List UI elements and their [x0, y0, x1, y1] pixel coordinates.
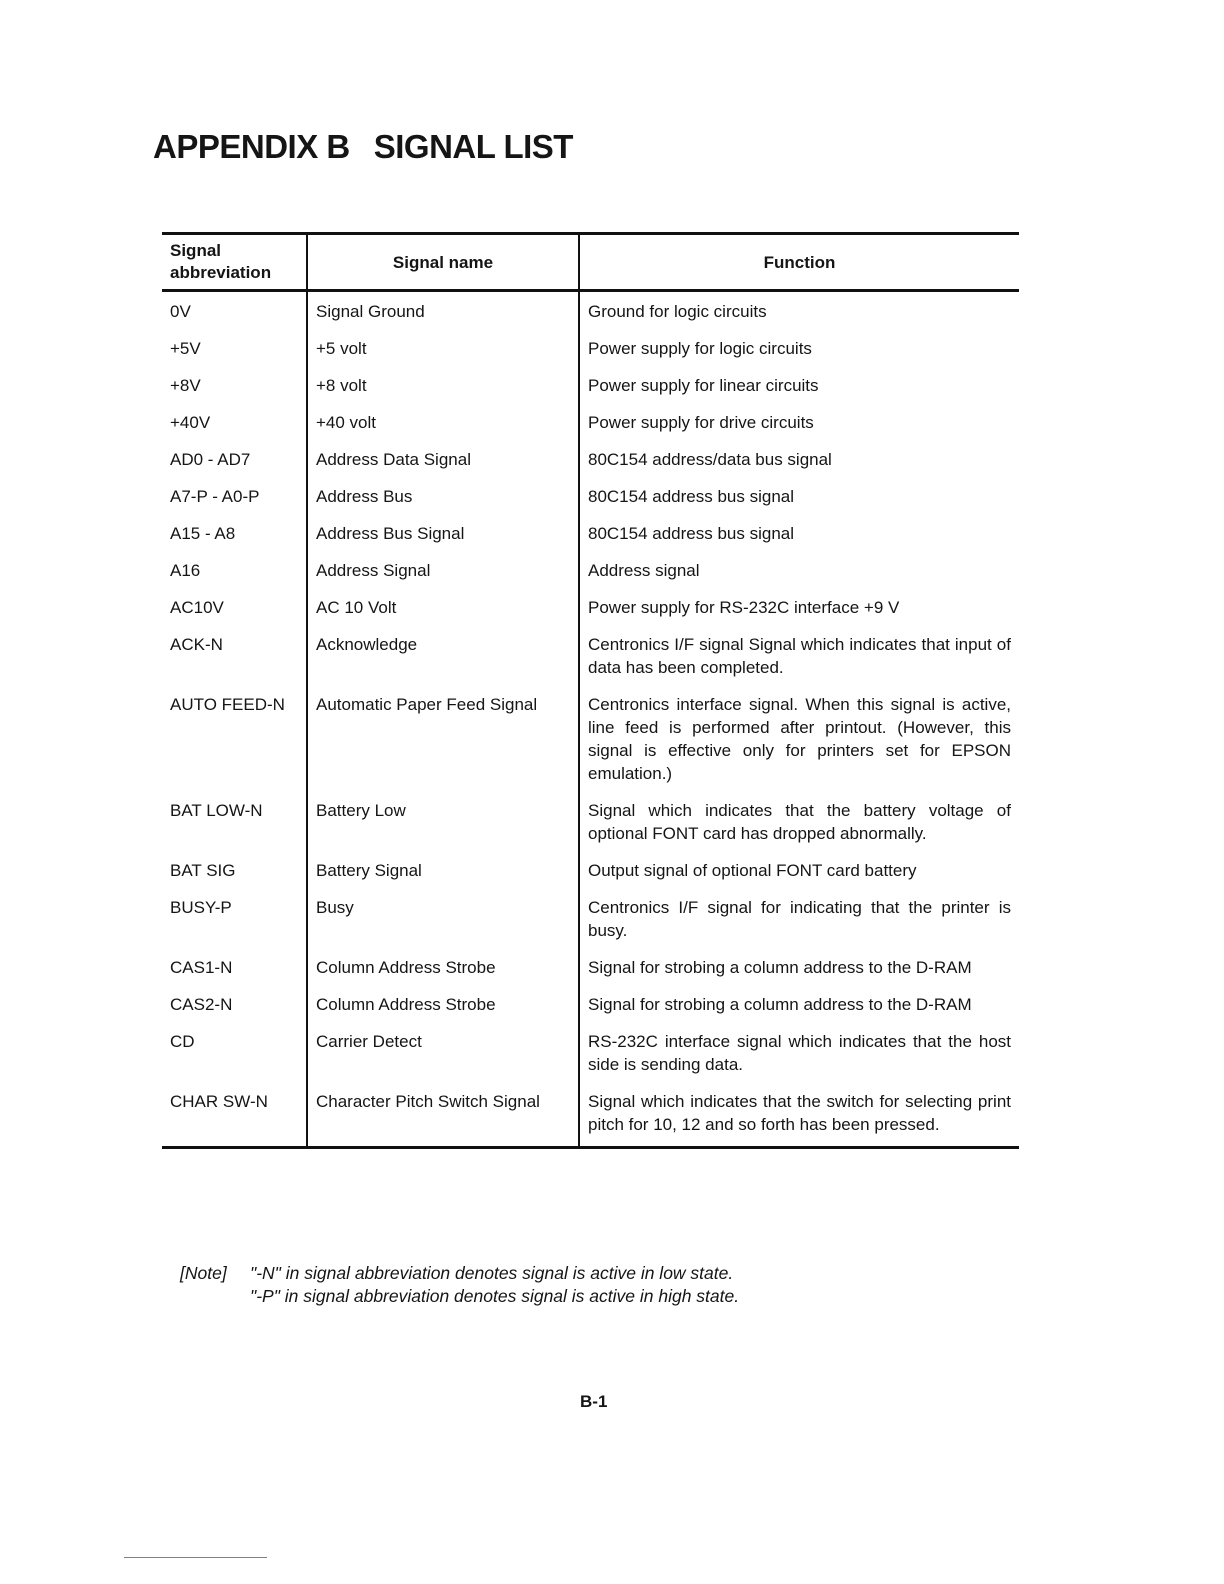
- note-label: [Note]: [180, 1263, 227, 1283]
- signal-abbreviation-cell: 0V: [170, 302, 191, 321]
- signal-name-cell: Column Address Strobe: [307, 986, 579, 1023]
- header-signal-name: Signal name: [307, 234, 579, 291]
- function-cell: RS-232C interface signal which indicates that the host side is sending data.: [579, 1023, 1019, 1083]
- margin-rule: [124, 1557, 267, 1558]
- signal-abbreviation-cell: A16: [170, 561, 201, 580]
- signal-name-cell: AC 10 Volt: [307, 589, 579, 626]
- function-cell: Power supply for RS-232C interface +9 V: [579, 589, 1019, 626]
- table-row: [162, 441, 1019, 478]
- signal-name-cell: +8 volt: [307, 367, 579, 404]
- signal-name-cell: Battery Signal: [307, 852, 579, 889]
- signal-abbreviation-cell: BAT LOW-N: [170, 801, 263, 820]
- signal-table: [162, 232, 1019, 1149]
- table-row: [162, 852, 1019, 889]
- signal-name-cell: Acknowledge: [307, 626, 579, 686]
- signal-abbreviation-cell: CHAR SW-N: [170, 1092, 268, 1111]
- signal-abbreviation-cell: A15 - A8: [170, 524, 236, 543]
- appendix-label: APPENDIX B: [153, 128, 350, 165]
- signal-abbreviation-cell: +5V: [170, 339, 201, 358]
- signal-name-cell: Busy: [307, 889, 579, 949]
- signal-abbreviation-cell: AC10V: [170, 598, 224, 617]
- page-title: [153, 128, 573, 166]
- signal-name-cell: Address Signal: [307, 552, 579, 589]
- table-row: [162, 626, 1019, 686]
- signal-abbreviation-cell: AUTO FEED-N: [170, 695, 285, 714]
- signal-abbreviation-cell: CAS1-N: [170, 958, 233, 977]
- signal-abbreviation-cell: CAS2-N: [170, 995, 233, 1014]
- signal-name-cell: Character Pitch Switch Signal: [307, 1083, 579, 1148]
- function-cell: Signal for strobing a column address to the D-RAM: [579, 949, 1019, 986]
- table-row: [162, 478, 1019, 515]
- function-cell: Power supply for logic circuits: [579, 330, 1019, 367]
- table-row: [162, 552, 1019, 589]
- table-row: [162, 792, 1019, 852]
- footnote: [180, 1262, 739, 1308]
- signal-abbreviation-cell: ACK-N: [170, 635, 223, 654]
- function-cell: Signal which indicates that the switch for selecting print pitch for 10, 12 and so forth has been pressed.: [579, 1083, 1019, 1148]
- signal-name-cell: Address Bus Signal: [307, 515, 579, 552]
- table-row: [162, 291, 1019, 331]
- signal-name-cell: +40 volt: [307, 404, 579, 441]
- signal-name-cell: +5 volt: [307, 330, 579, 367]
- function-cell: Address signal: [579, 552, 1019, 589]
- header-abbr-line1: Signal: [170, 241, 222, 260]
- signal-name-cell: Address Data Signal: [307, 441, 579, 478]
- signal-abbreviation-cell: BAT SIG: [170, 861, 236, 880]
- table-row: [162, 515, 1019, 552]
- header-abbr-line2: abbreviation: [170, 263, 272, 282]
- function-cell: Centronics I/F signal for indicating that the printer is busy.: [579, 889, 1019, 949]
- signal-name-cell: Battery Low: [307, 792, 579, 852]
- page-number: B-1: [580, 1392, 608, 1411]
- signal-abbreviation-cell: BUSY-P: [170, 898, 232, 917]
- function-cell: Signal for strobing a column address to the D-RAM: [579, 986, 1019, 1023]
- signal-name-cell: Signal Ground: [307, 291, 579, 331]
- function-cell: Ground for logic circuits: [579, 291, 1019, 331]
- table-row: [162, 889, 1019, 949]
- note-line-2: "-P" in signal abbreviation denotes signal is active in high state.: [250, 1286, 740, 1306]
- signal-abbreviation-cell: AD0 - AD7: [170, 450, 251, 469]
- table-header-row: [162, 234, 1019, 291]
- signal-abbreviation-cell: +8V: [170, 376, 201, 395]
- table-row: [162, 330, 1019, 367]
- function-cell: Power supply for drive circuits: [579, 404, 1019, 441]
- note-line-1: "-N" in signal abbreviation denotes signal is active in low state.: [250, 1263, 734, 1283]
- table-row: [162, 367, 1019, 404]
- table-row: [162, 1023, 1019, 1083]
- table-body: [162, 291, 1019, 1148]
- function-cell: 80C154 address bus signal: [579, 478, 1019, 515]
- signal-name-cell: Automatic Paper Feed Signal: [307, 686, 579, 792]
- function-cell: 80C154 address/data bus signal: [579, 441, 1019, 478]
- signal-name-cell: Carrier Detect: [307, 1023, 579, 1083]
- section-title: SIGNAL LIST: [373, 128, 573, 165]
- signal-abbreviation-cell: +40V: [170, 413, 211, 432]
- signal-name-cell: Column Address Strobe: [307, 949, 579, 986]
- header-signal-abbreviation: [162, 234, 307, 291]
- table-row: [162, 1083, 1019, 1148]
- function-cell: 80C154 address bus signal: [579, 515, 1019, 552]
- signal-abbreviation-cell: CD: [170, 1032, 195, 1051]
- function-cell: Output signal of optional FONT card battery: [579, 852, 1019, 889]
- table-row: [162, 949, 1019, 986]
- table-row: [162, 986, 1019, 1023]
- signal-name-cell: Address Bus: [307, 478, 579, 515]
- signal-abbreviation-cell: A7-P - A0-P: [170, 487, 260, 506]
- table-row: [162, 589, 1019, 626]
- function-cell: Signal which indicates that the battery voltage of optional FONT card has dropped abnormally.: [579, 792, 1019, 852]
- table-row: [162, 686, 1019, 792]
- function-cell: Power supply for linear circuits: [579, 367, 1019, 404]
- header-function: Function: [579, 234, 1019, 291]
- table-row: [162, 404, 1019, 441]
- function-cell: Centronics interface signal. When this signal is active, line feed is performed after printout. (However, this signal is effective only for printers set for EPSON emulation.): [579, 686, 1019, 792]
- function-cell: Centronics I/F signal Signal which indicates that input of data has been completed.: [579, 626, 1019, 686]
